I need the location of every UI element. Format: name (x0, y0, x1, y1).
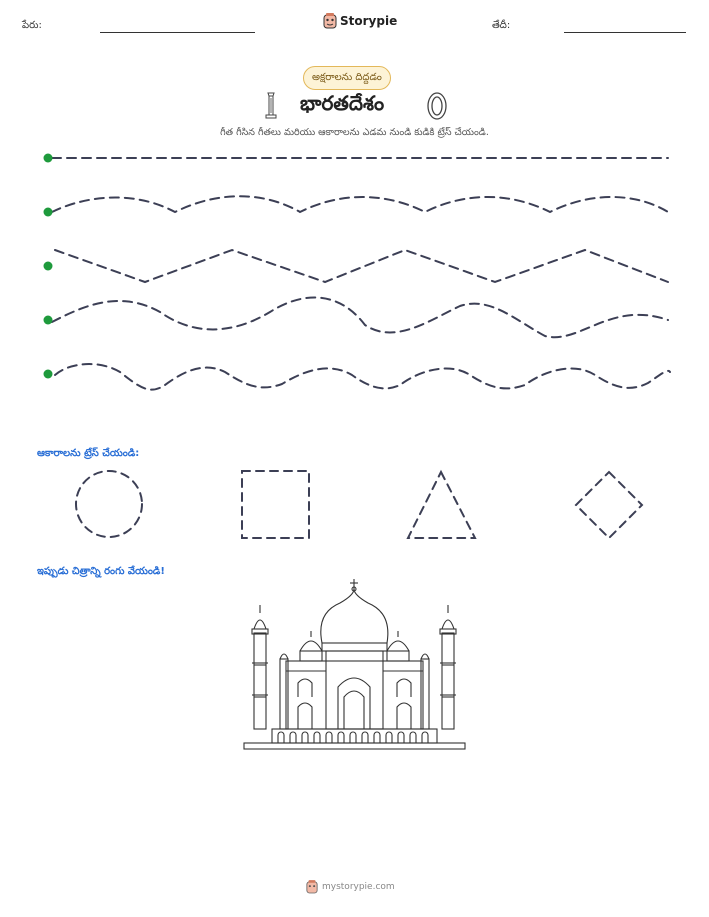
start-dot-4 (44, 316, 53, 325)
trace-shapes-area[interactable] (0, 465, 709, 545)
taj-mahal-outline-icon[interactable] (242, 575, 467, 753)
date-label: తేదీ: (492, 20, 511, 31)
date-line[interactable] (564, 32, 686, 33)
name-line[interactable] (100, 32, 255, 33)
footer (306, 880, 395, 894)
worksheet-title: భారతదేశం (300, 91, 385, 115)
pillar-icon (264, 91, 278, 121)
start-dot-3 (44, 262, 53, 271)
trace-lines-area[interactable] (0, 140, 709, 400)
trace-triangle (408, 472, 475, 538)
topic-badge: అక్షరాలను దిద్దడం (303, 66, 391, 90)
trace-line-wave-2 (52, 297, 668, 337)
trace-line-wave (52, 196, 668, 212)
brand-name: Storypie (340, 14, 398, 28)
trace-line-loop-wave (55, 364, 670, 390)
trace-line-zigzag (55, 250, 668, 282)
brand-logo (323, 13, 397, 29)
trace-circle (76, 471, 142, 537)
trace-diamond (576, 472, 642, 538)
start-dot-1 (44, 154, 53, 163)
instruction-text: గీత గీసిన గీతలు మరియు ఆకారాలను ఎడమ నుండి కుడికి ట్రేస్ చేయండి. (220, 127, 489, 138)
start-dot-2 (44, 208, 53, 217)
zero-outline-icon (426, 91, 448, 121)
name-label: పేరు: (22, 20, 42, 31)
storypie-footer-icon (306, 880, 318, 894)
trace-square (242, 471, 309, 538)
storypie-mascot-icon (323, 13, 337, 29)
shapes-section-label: ఆకారాలను ట్రేస్ చేయండి: (37, 448, 140, 459)
start-dot-5 (44, 370, 53, 379)
coloring-section-label: ఇప్పుడు చిత్రాన్ని రంగు వేయండి! (37, 566, 165, 577)
footer-site: mystorypie.com (322, 882, 395, 892)
